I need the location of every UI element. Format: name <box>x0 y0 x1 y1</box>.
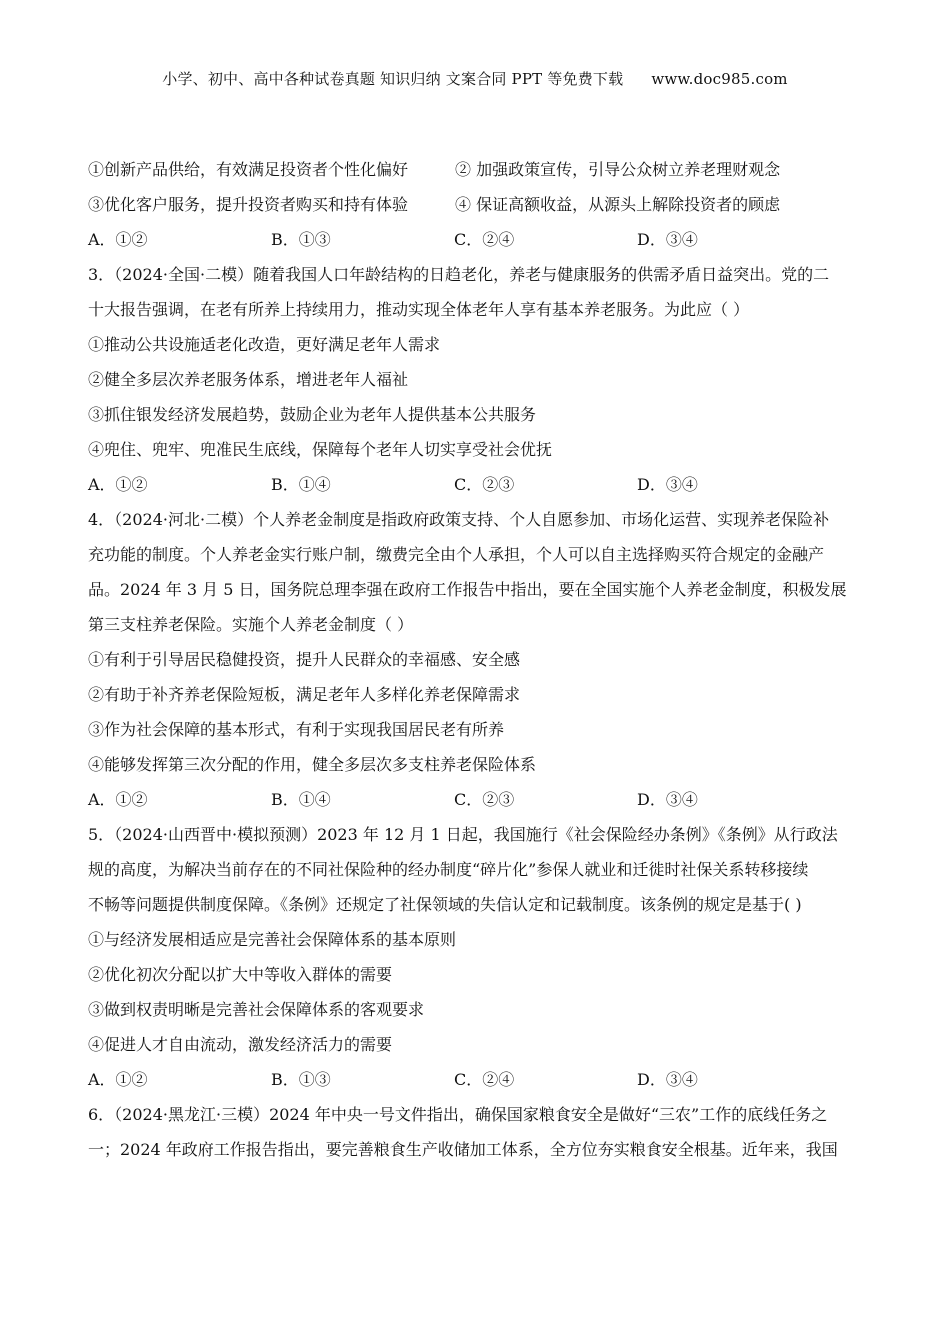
carryover-option-4: ④ 保证高额收益，从源头上解除投资者的顾虑 <box>455 195 781 214</box>
question-stem-line: 6．（2024·黑龙江·三模）2024 年中央一号文件指出，确保国家粮食安全是做好“三农”工作的底线任务之 <box>88 1105 828 1124</box>
question-option: ①有利于引导居民稳健投资，提升人民群众的幸福感、安全感 <box>88 650 521 669</box>
choice-c: C．②③ <box>454 475 515 494</box>
choice-b: B．①④ <box>271 475 331 494</box>
answer-choices <box>88 467 863 502</box>
choice-d: D．③④ <box>637 475 698 494</box>
carryover-option-2: ② 加强政策宣传，引导公众树立养老理财观念 <box>455 160 781 179</box>
choice-d: D．③④ <box>637 230 698 249</box>
choice-d: D．③④ <box>637 790 698 809</box>
question-option: ④兜住、兜牢、兜准民生底线，保障每个老年人切实享受社会优抚 <box>88 440 553 459</box>
question-option: ④能够发挥第三次分配的作用，健全多层次多支柱养老保险体系 <box>88 755 537 774</box>
question-6 <box>88 1097 863 1167</box>
question-stem-line: 4．（2024·河北·二模）个人养老金制度是指政府政策支持、个人自愿参加、市场化运营、实现养老保险补 <box>88 510 830 529</box>
carryover-option-1: ①创新产品供给，有效满足投资者个性化偏好 <box>88 160 409 179</box>
carryover-option-3: ③优化客户服务，提升投资者购买和持有体验 <box>88 195 409 214</box>
page-header <box>0 68 950 89</box>
exam-content <box>88 152 863 1167</box>
question-stem-line: 3．（2024·全国·二模）随着我国人口年龄结构的日趋老化，养老与健康服务的供需矛盾日益突出。党的二 <box>88 265 830 284</box>
answer-choices <box>88 1062 863 1097</box>
question-stem-line: 一；2024 年政府工作报告指出，要完善粮食生产收储加工体系，全方位夯实粮食安全根基。近年来，我国 <box>88 1140 838 1159</box>
question-option: ②健全多层次养老服务体系，增进老年人福祉 <box>88 370 409 389</box>
choice-b: B．①③ <box>271 1070 331 1089</box>
choice-c: C．②③ <box>454 790 515 809</box>
choice-d: D．③④ <box>637 1070 698 1089</box>
question-option: ②有助于补齐养老保险短板，满足老年人多样化养老保障需求 <box>88 685 521 704</box>
choice-a: A．①② <box>88 1070 148 1089</box>
choice-a: A．①② <box>88 790 148 809</box>
question-option: ②优化初次分配以扩大中等收入群体的需要 <box>88 965 393 984</box>
carryover-choices <box>88 222 863 257</box>
choice-c: C．②④ <box>454 1070 515 1089</box>
question-option: ③抓住银发经济发展趋势，鼓励企业为老年人提供基本公共服务 <box>88 405 537 424</box>
question-option: ③做到权责明晰是完善社会保障体系的客观要求 <box>88 1000 425 1019</box>
question-option: ③作为社会保障的基本形式，有利于实现我国居民老有所养 <box>88 720 505 739</box>
question-stem-line: 不畅等问题提供制度保障。《条例》还规定了社保领域的失信认定和记载制度。该条例的规定是基于( ) <box>88 895 802 914</box>
question-stem-line: 充功能的制度。个人养老金实行账户制，缴费完全由个人承担，个人可以自主选择购买符合规定的金融产 <box>88 545 825 564</box>
question-option: ①推动公共设施适老化改造，更好满足老年人需求 <box>88 335 441 354</box>
question-stem-line: 5．（2024·山西晋中·模拟预测）2023 年 12 月 1 日起，我国施行《社会保险经办条例》《条例》从行政法 <box>88 825 838 844</box>
answer-choices <box>88 782 863 817</box>
question-5 <box>88 817 863 1097</box>
question-stem-line: 品。2024 年 3 月 5 日，国务院总理李强在政府工作报告中指出，要在全国实施个人养老金制度，积极发展 <box>88 580 847 599</box>
question-4 <box>88 502 863 817</box>
question-stem-line: 第三支柱养老保险。实施个人养老金制度（ ） <box>88 615 414 634</box>
header-text: 小学、初中、高中各种试卷真题 知识归纳 文案合同 PPT 等免费下载 <box>162 70 624 88</box>
header-site-link[interactable]: www.doc985.com <box>651 70 788 88</box>
question-option: ①与经济发展相适应是完善社会保障体系的基本原则 <box>88 930 457 949</box>
carryover-option-row <box>88 152 863 187</box>
question-3 <box>88 257 863 502</box>
question-option: ④促进人才自由流动，激发经济活力的需要 <box>88 1035 393 1054</box>
choice-a: A．①② <box>88 230 148 249</box>
choice-b: B．①③ <box>271 230 331 249</box>
choice-a: A．①② <box>88 475 148 494</box>
question-stem-line: 规的高度，为解决当前存在的不同社保险种的经办制度“碎片化”参保人就业和迁徙时社保关系转移接续 <box>88 860 809 879</box>
question-stem-line: 十大报告强调，在老有所养上持续用力，推动实现全体老年人享有基本养老服务。为此应（ ） <box>88 300 750 319</box>
carryover-option-row <box>88 187 863 222</box>
choice-b: B．①④ <box>271 790 331 809</box>
choice-c: C．②④ <box>454 230 515 249</box>
